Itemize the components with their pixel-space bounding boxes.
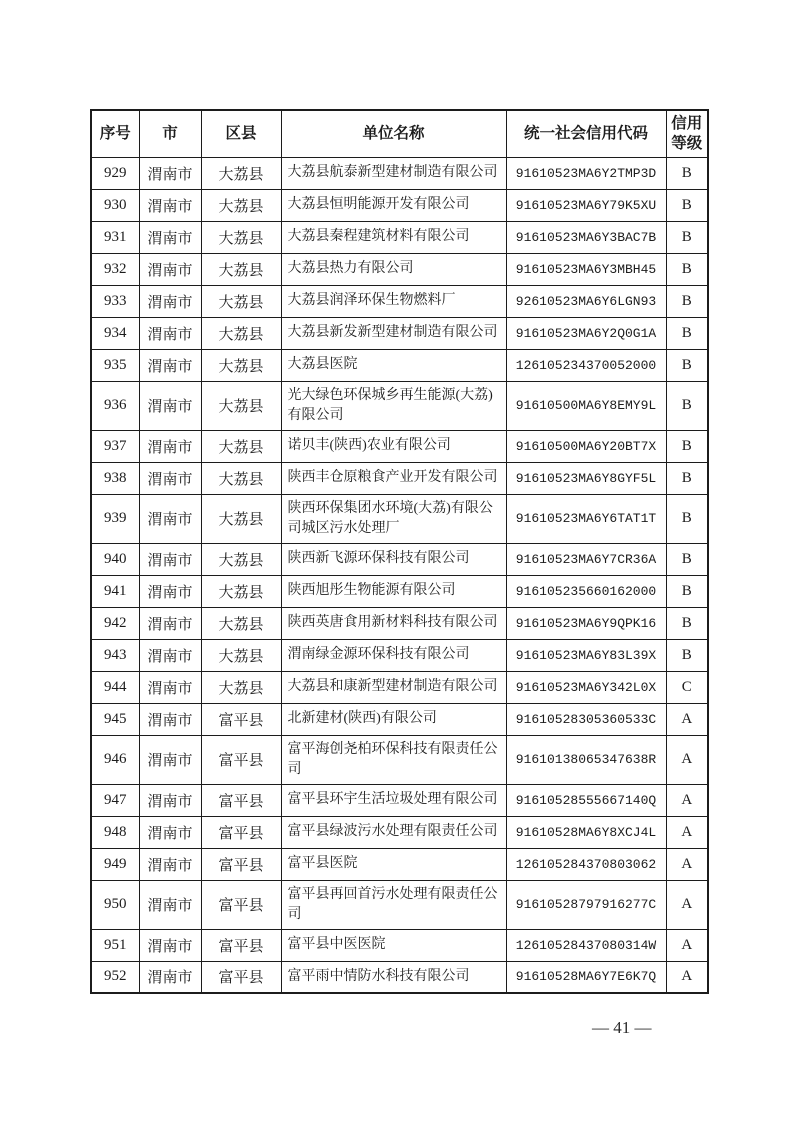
table-row [91,848,708,880]
table-row [91,671,708,703]
cell-unit-name: 陕西丰仓原粮食产业开发有限公司 [281,462,506,494]
cell-county: 大荔县 [201,285,281,317]
cell-credit-grade: B [666,543,708,575]
table-row [91,462,708,494]
cell-credit-code: 91610500MA6Y8EMY9L [506,381,666,430]
cell-unit-name: 陕西旭彤生物能源有限公司 [281,575,506,607]
cell-city: 渭南市 [139,929,201,961]
cell-credit-grade: A [666,703,708,735]
cell-serial-number: 948 [91,816,139,848]
cell-unit-name: 光大绿色环保城乡再生能源(大荔)有限公司 [281,381,506,430]
cell-credit-code: 91610523MA6Y79K5XU [506,189,666,221]
cell-unit-name: 大荔县新发新型建材制造有限公司 [281,317,506,349]
cell-unit-name: 富平县中医医院 [281,929,506,961]
cell-serial-number: 949 [91,848,139,880]
cell-serial-number: 952 [91,961,139,993]
cell-credit-code: 91610528MA6Y7E6K7Q [506,961,666,993]
cell-credit-grade: A [666,784,708,816]
cell-credit-grade: B [666,381,708,430]
cell-serial-number: 931 [91,221,139,253]
cell-credit-grade: B [666,189,708,221]
table-row [91,816,708,848]
cell-credit-grade: A [666,735,708,784]
cell-city: 渭南市 [139,703,201,735]
cell-serial-number: 929 [91,157,139,189]
cell-county: 大荔县 [201,639,281,671]
cell-city: 渭南市 [139,607,201,639]
table-row [91,221,708,253]
cell-unit-name: 富平海创尧柏环保科技有限责任公司 [281,735,506,784]
cell-unit-name: 富平县绿波污水处理有限责任公司 [281,816,506,848]
cell-serial-number: 937 [91,430,139,462]
cell-city: 渭南市 [139,735,201,784]
cell-city: 渭南市 [139,462,201,494]
table-row [91,349,708,381]
table-row [91,735,708,784]
table-row [91,494,708,543]
cell-county: 大荔县 [201,157,281,189]
cell-credit-grade: B [666,317,708,349]
cell-credit-grade: B [666,462,708,494]
table-row [91,157,708,189]
cell-credit-grade: A [666,880,708,929]
cell-county: 大荔县 [201,671,281,703]
cell-county: 大荔县 [201,607,281,639]
cell-city: 渭南市 [139,816,201,848]
cell-credit-code: 126105234370052000 [506,349,666,381]
cell-credit-code: 91610523MA6Y342L0X [506,671,666,703]
cell-serial-number: 933 [91,285,139,317]
column-header-unit-name: 单位名称 [281,110,506,157]
cell-unit-name: 富平县医院 [281,848,506,880]
cell-city: 渭南市 [139,543,201,575]
cell-serial-number: 935 [91,349,139,381]
cell-county: 富平县 [201,784,281,816]
cell-serial-number: 941 [91,575,139,607]
cell-unit-name: 大荔县航泰新型建材制造有限公司 [281,157,506,189]
cell-city: 渭南市 [139,157,201,189]
column-header-serial: 序号 [91,110,139,157]
cell-county: 富平县 [201,703,281,735]
cell-county: 大荔县 [201,575,281,607]
column-header-credit-code: 统一社会信用代码 [506,110,666,157]
table-row [91,381,708,430]
cell-unit-name: 陕西英唐食用新材料科技有限公司 [281,607,506,639]
cell-serial-number: 950 [91,880,139,929]
cell-credit-code: 91610138065347638R [506,735,666,784]
cell-unit-name: 陕西新飞源环保科技有限公司 [281,543,506,575]
table-row [91,607,708,639]
table-row [91,784,708,816]
cell-unit-name: 诺贝丰(陕西)农业有限公司 [281,430,506,462]
table-row [91,961,708,993]
header-row [91,110,708,157]
column-header-credit-grade: 信用等级 [666,110,708,157]
table-row [91,285,708,317]
cell-unit-name: 大荔县秦程建筑材料有限公司 [281,221,506,253]
cell-city: 渭南市 [139,430,201,462]
table-row [91,575,708,607]
cell-county: 大荔县 [201,317,281,349]
cell-unit-name: 陕西环保集团水环境(大荔)有限公司城区污水处理厂 [281,494,506,543]
cell-credit-code: 91610528305360533C [506,703,666,735]
table-row [91,253,708,285]
table-row [91,929,708,961]
cell-credit-grade: B [666,285,708,317]
cell-serial-number: 951 [91,929,139,961]
cell-county: 富平县 [201,848,281,880]
cell-credit-grade: B [666,349,708,381]
cell-unit-name: 渭南绿金源环保科技有限公司 [281,639,506,671]
table-row [91,703,708,735]
cell-county: 富平县 [201,735,281,784]
cell-credit-code: 91610523MA6Y83L39X [506,639,666,671]
cell-city: 渭南市 [139,639,201,671]
cell-city: 渭南市 [139,848,201,880]
cell-credit-grade: A [666,848,708,880]
cell-county: 大荔县 [201,189,281,221]
cell-serial-number: 946 [91,735,139,784]
table-row [91,880,708,929]
cell-credit-grade: B [666,157,708,189]
cell-credit-grade: A [666,929,708,961]
cell-credit-grade: B [666,253,708,285]
cell-unit-name: 大荔县热力有限公司 [281,253,506,285]
page-number: — 41 — [592,1018,652,1037]
cell-credit-grade: B [666,494,708,543]
table-header [91,110,708,157]
cell-credit-grade: B [666,639,708,671]
cell-city: 渭南市 [139,253,201,285]
cell-serial-number: 940 [91,543,139,575]
cell-county: 大荔县 [201,253,281,285]
credit-rating-table [90,109,709,994]
cell-unit-name: 大荔县恒明能源开发有限公司 [281,189,506,221]
table-row [91,317,708,349]
table-row [91,639,708,671]
cell-serial-number: 938 [91,462,139,494]
cell-county: 大荔县 [201,543,281,575]
cell-serial-number: 947 [91,784,139,816]
cell-credit-code: 91610523MA6Y8GYF5L [506,462,666,494]
table-body [91,157,708,993]
cell-county: 大荔县 [201,381,281,430]
cell-credit-code: 91610523MA6Y3BAC7B [506,221,666,253]
cell-serial-number: 944 [91,671,139,703]
cell-county: 富平县 [201,929,281,961]
cell-credit-code: 12610528437080314W [506,929,666,961]
cell-city: 渭南市 [139,349,201,381]
cell-city: 渭南市 [139,381,201,430]
cell-credit-code: 126105284370803062 [506,848,666,880]
cell-credit-grade: B [666,221,708,253]
cell-credit-code: 92610523MA6Y6LGN93 [506,285,666,317]
cell-county: 富平县 [201,880,281,929]
cell-county: 大荔县 [201,221,281,253]
cell-city: 渭南市 [139,784,201,816]
cell-credit-code: 91610500MA6Y20BT7X [506,430,666,462]
cell-unit-name: 富平县环宇生活垃圾处理有限公司 [281,784,506,816]
cell-unit-name: 大荔县医院 [281,349,506,381]
column-header-city: 市 [139,110,201,157]
cell-county: 大荔县 [201,430,281,462]
cell-credit-code: 91610523MA6Y2TMP3D [506,157,666,189]
cell-credit-code: 91610528797916277C [506,880,666,929]
cell-serial-number: 934 [91,317,139,349]
cell-serial-number: 942 [91,607,139,639]
cell-city: 渭南市 [139,671,201,703]
cell-credit-code: 91610523MA6Y9QPK16 [506,607,666,639]
cell-serial-number: 936 [91,381,139,430]
cell-city: 渭南市 [139,880,201,929]
cell-unit-name: 大荔县润泽环保生物燃料厂 [281,285,506,317]
cell-credit-grade: A [666,961,708,993]
cell-credit-code: 91610523MA6Y7CR36A [506,543,666,575]
cell-serial-number: 930 [91,189,139,221]
cell-credit-grade: B [666,575,708,607]
cell-credit-code: 91610523MA6Y6TAT1T [506,494,666,543]
table-row [91,430,708,462]
cell-serial-number: 932 [91,253,139,285]
cell-county: 富平县 [201,961,281,993]
cell-serial-number: 939 [91,494,139,543]
cell-city: 渭南市 [139,494,201,543]
column-header-county: 区县 [201,110,281,157]
cell-serial-number: 943 [91,639,139,671]
cell-credit-code: 91610528555667140Q [506,784,666,816]
cell-credit-code: 91610523MA6Y2Q0G1A [506,317,666,349]
cell-credit-code: 91610523MA6Y3MBH45 [506,253,666,285]
cell-county: 大荔县 [201,494,281,543]
cell-city: 渭南市 [139,961,201,993]
table-row [91,189,708,221]
cell-county: 大荔县 [201,349,281,381]
cell-credit-grade: B [666,607,708,639]
cell-unit-name: 大荔县和康新型建材制造有限公司 [281,671,506,703]
cell-city: 渭南市 [139,575,201,607]
cell-credit-code: 916105235660162000 [506,575,666,607]
cell-credit-grade: A [666,816,708,848]
cell-credit-grade: B [666,430,708,462]
cell-city: 渭南市 [139,285,201,317]
cell-county: 富平县 [201,816,281,848]
table-row [91,543,708,575]
cell-city: 渭南市 [139,221,201,253]
cell-serial-number: 945 [91,703,139,735]
cell-unit-name: 北新建材(陕西)有限公司 [281,703,506,735]
cell-county: 大荔县 [201,462,281,494]
cell-unit-name: 富平雨中情防水科技有限公司 [281,961,506,993]
cell-city: 渭南市 [139,189,201,221]
cell-city: 渭南市 [139,317,201,349]
cell-credit-grade: C [666,671,708,703]
cell-unit-name: 富平县再回首污水处理有限责任公司 [281,880,506,929]
cell-credit-code: 91610528MA6Y8XCJ4L [506,816,666,848]
